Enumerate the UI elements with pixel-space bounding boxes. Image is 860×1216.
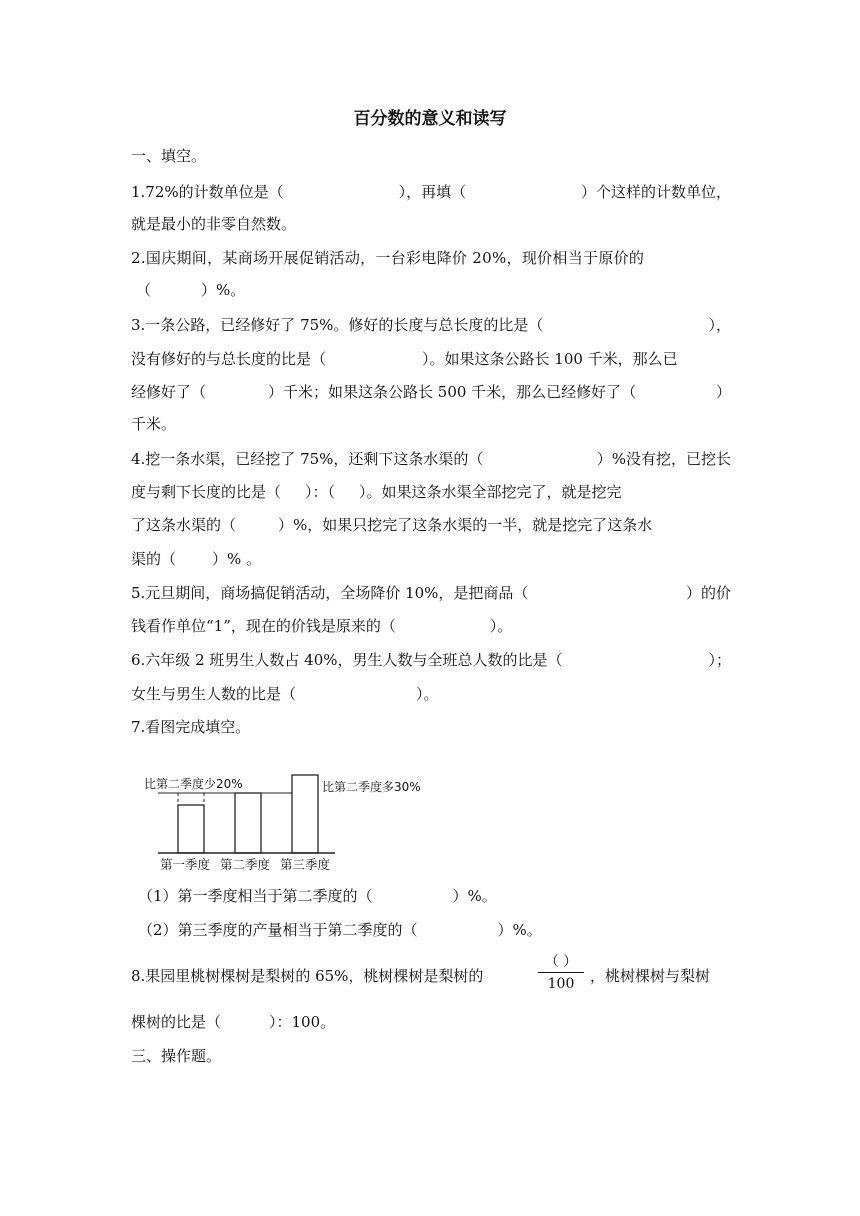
- question-4-line-3: [131, 515, 652, 535]
- q8-text: 棵树的比是（: [131, 1013, 222, 1031]
- question-5-line-2: [131, 616, 512, 636]
- question-8-line-1-right: ，桃树棵树与梨树: [590, 967, 711, 985]
- quarterly-output-chart: [130, 749, 422, 874]
- q6-text: 6.六年级 2 班男生人数占 40%，男生人数与全班总人数的比是（: [131, 651, 563, 669]
- q3-text: ）。如果这条公路长 100 千米，那么已: [422, 350, 678, 368]
- question-6-line-2: [131, 684, 439, 704]
- q1-text: ）个这样的计数单位，: [580, 183, 731, 201]
- q7-text: ）%。: [497, 921, 542, 939]
- question-1-line-1: [131, 182, 731, 202]
- q5-text: ）。: [489, 617, 513, 635]
- question-3-line-2: [131, 349, 678, 369]
- section-heading-operations: 三、操作题。: [131, 1047, 222, 1065]
- question-8-line-1-left: 8.果园里桃树棵树是梨树的 65%，桃树棵树是梨树的: [131, 967, 484, 985]
- q6-text: ）。: [416, 685, 439, 703]
- question-8-line-2: [131, 1012, 335, 1032]
- bar-chart-svg: [130, 749, 422, 874]
- q7-text: （2）第三季度的产量相当于第二季度的（: [138, 921, 418, 939]
- question-3-line-4: 千米。: [131, 415, 177, 433]
- question-7-line-1: 7.看图完成填空。: [131, 718, 251, 736]
- bar-q1: [178, 805, 204, 853]
- question-7-sub-2: [138, 920, 542, 940]
- q4-text: ）%，如果只挖完了这条水渠的一半，就是挖完了这条水: [278, 516, 653, 534]
- q1-text: ），再填（: [398, 183, 467, 201]
- bar-q2: [235, 793, 261, 853]
- question-3-line-1: [131, 315, 731, 335]
- section-heading-fill-blanks: 一、填空。: [131, 147, 207, 165]
- question-5-line-1: [131, 583, 731, 603]
- question-4-line-4: [131, 549, 261, 569]
- q5-text: 钱看作单位“1”，现在的价钱是原来的（: [131, 617, 396, 635]
- q4-text: ）。如果这条水渠全部挖完了，就是挖完: [359, 483, 622, 501]
- fraction: [538, 954, 584, 993]
- q4-text: ）% 。: [212, 550, 262, 568]
- q3-text: 经修好了（: [131, 383, 207, 401]
- category-label: 第一季度: [160, 857, 211, 872]
- bar-q3: [292, 775, 318, 853]
- q4-text: 渠的（: [131, 550, 177, 568]
- q3-text: ）千米；如果这条公路长 500 千米，那么已经修好了（: [268, 383, 637, 401]
- q5-text: ）的价: [685, 584, 731, 602]
- q5-text: 5.元旦期间，商场搞促销活动，全场降价 10%，是把商品（: [131, 584, 529, 602]
- question-1-line-2: 就是最小的非零自然数。: [131, 215, 297, 233]
- q2-text: ）%。: [201, 281, 246, 299]
- question-7-sub-1: [138, 886, 497, 906]
- question-4-line-1: [131, 449, 731, 469]
- q6-text: ）；: [708, 651, 731, 669]
- question-6-line-1: [131, 650, 731, 670]
- q4-text: 了这条水渠的（: [131, 516, 237, 534]
- q3-text: ）: [715, 383, 731, 401]
- q3-text: 3.一条公路，已经修好了 75%。修好的长度与总长度的比是（: [131, 316, 544, 334]
- q2-text: （: [136, 281, 152, 299]
- q3-text: 没有修好的与总长度的比是（: [131, 350, 327, 368]
- question-4-line-2: [131, 482, 622, 502]
- q4-text: 4.挖一条水渠，已经挖了 75%，还剩下这条水渠的（: [131, 450, 484, 468]
- page-title: 百分数的意义和读写: [353, 109, 507, 129]
- category-label: 第二季度: [220, 857, 271, 872]
- q1-text: 1.72%的计数单位是（: [131, 183, 284, 201]
- question-2-line-2: [136, 280, 245, 300]
- q4-text: ）%没有挖，已挖长: [596, 450, 731, 468]
- annotation-more: 比第二季度多30%: [322, 780, 421, 794]
- q6-text: 女生与男生人数的比是（: [131, 685, 297, 703]
- question-3-line-3: [131, 382, 731, 402]
- q7-text: （1）第一季度相当于第二季度的（: [138, 887, 373, 905]
- category-label: 第三季度: [280, 857, 331, 872]
- fraction-denominator: 100: [547, 976, 575, 992]
- q8-text: ）：100。: [269, 1013, 336, 1031]
- q3-text: [131, 382, 636, 402]
- fraction-numerator: （ ）: [538, 954, 584, 973]
- q7-text: ）%。: [452, 887, 497, 905]
- q4-text: 度与剩下长度的比是（: [131, 483, 282, 501]
- q4-text: ）：（: [305, 483, 336, 501]
- question-2-line-1: 2.国庆期间，某商场开展促销活动，一台彩电降价 20%，现价相当于原价的: [131, 249, 645, 267]
- q3-text: ），: [708, 316, 731, 334]
- annotation-less: 比第二季度少20%: [144, 777, 243, 791]
